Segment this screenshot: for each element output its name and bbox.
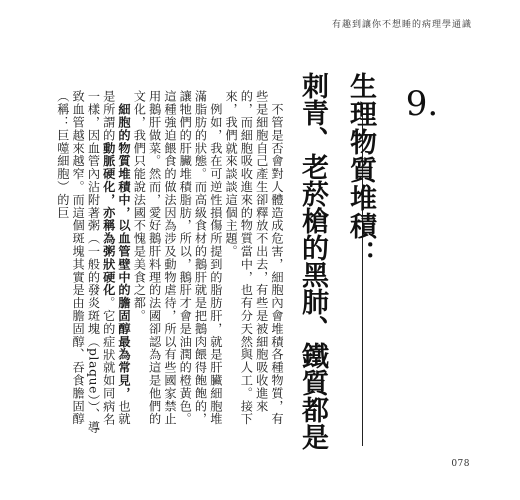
body-paragraph: [223, 90, 284, 435]
paragraph-text: 。它的症狀就如同病名一樣，因血管內沾附著粥（一般的發炎斑塊（plaque））、導致血管越來越窄。而這個斑塊其實是由膽固醇、吞食膽固醇（稱：巨噬細胞）的巨: [55, 90, 116, 434]
chapter-title-line-1: 生理物質堆積：: [345, 72, 376, 268]
chapter-number: 9.: [405, 84, 439, 124]
emphasized-text: 動脈硬化，亦稱為粥狀硬化: [101, 141, 116, 297]
body-paragraph: [55, 90, 131, 435]
chapter-title-line-2: 刺青、老菸槍的黑肺、鐵質都是: [297, 72, 328, 450]
emphasized-text: 細胞的物質堆積中，以血管壁中的膽固醇最為常見，: [117, 102, 132, 400]
page-number: 078: [451, 459, 470, 469]
paragraph-text: 也就是所謂的: [101, 90, 132, 426]
running-head: 有趣到讓你不想睡的病理學通識: [331, 20, 472, 30]
paragraph-text: 不管是否會對人體造成危害，細胞內會堆積各種物質，有些是細胞自己產生卻釋放不出去，有些是被細胞吸收進來的，而細胞吸收進來的物質當中，也有分天然與人工。接下來，我們就來談談這個主題。: [224, 90, 284, 426]
body-paragraph: [131, 90, 223, 435]
paragraph-text: 例如，我在可逆性損傷所提到的脂肪肝，就是肝臟細胞堆滿脂肪的狀態。而高級食材的鵝肝就是把鵝肉餵得飽飽的，讓牠們的肝臟堆積脂肪，所以，鵝肝才會是油潤的橙黃色。這種強迫餵食的做法因為涉及動物虐待，所以有些國家禁止用鵝肝做菜。然而，愛好鵝肝料理的法國卻認為這是他們的文化，我們只能說法國不愧是美食之都。: [132, 90, 223, 426]
body-text: [55, 90, 284, 435]
